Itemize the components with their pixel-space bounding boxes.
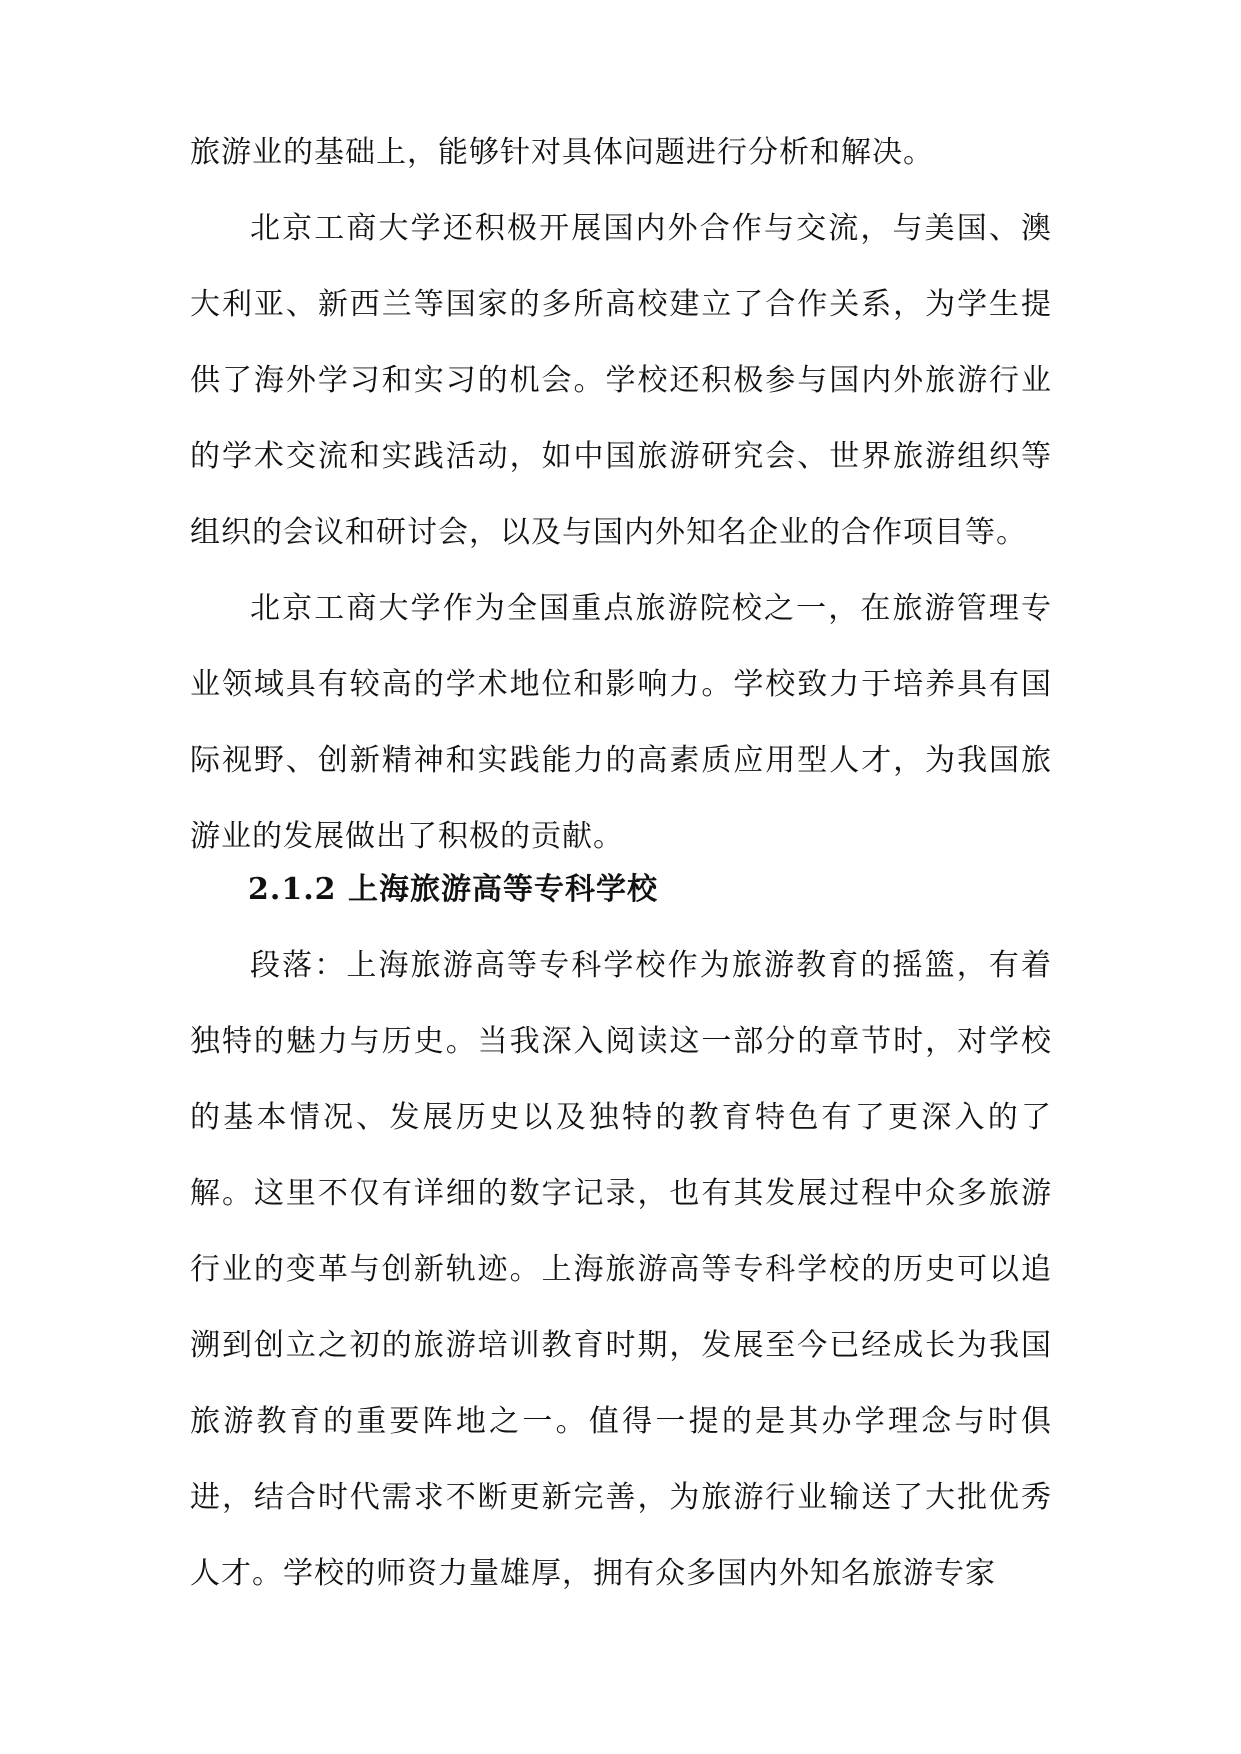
section-heading: 2.1.2 上海旅游高等专科学校 bbox=[248, 872, 658, 907]
paragraph-continuation: 旅游业的基础上，能够针对具体问题进行分析和解决。 bbox=[190, 135, 934, 170]
paragraph-shanghai: 段落：上海旅游高等专科学校作为旅游教育的摇篮，有着独特的魅力与历史。当我深入阅读这一部分的章节时，对学校的基本情况、发展历史以及独特的教育特色有了更深入的了解。这里不仅有详细的数字记录，也有其发展过程中众多旅游行业的变革与创新轨迹。上海旅游高等专科学校的历史可以追溯到创立之初的旅游培训教育时期，发展至今已经成长为我国旅游教育的重要阵地之一。值得一提的是其办学理念与时俱进，结合时代需求不断更新完善，为旅游行业输送了大批优秀人才。学校的师资力量雄厚，拥有众多国内外知名旅游专家 bbox=[190, 948, 1052, 1591]
paragraph-status: 北京工商大学作为全国重点旅游院校之一，在旅游管理专业领域具有较高的学术地位和影响力。学校致力于培养具有国际视野、创新精神和实践能力的高素质应用型人才，为我国旅游业的发展做出了积极的贡献。 bbox=[190, 591, 1052, 854]
paragraph-cooperation: 北京工商大学还积极开展国内外合作与交流，与美国、澳大利亚、新西兰等国家的多所高校建立了合作关系，为学生提供了海外学习和实习的机会。学校还积极参与国内外旅游行业的学术交流和实践活动，如中国旅游研究会、世界旅游组织等组织的会议和研讨会，以及与国内外知名企业的合作项目等。 bbox=[190, 211, 1052, 550]
